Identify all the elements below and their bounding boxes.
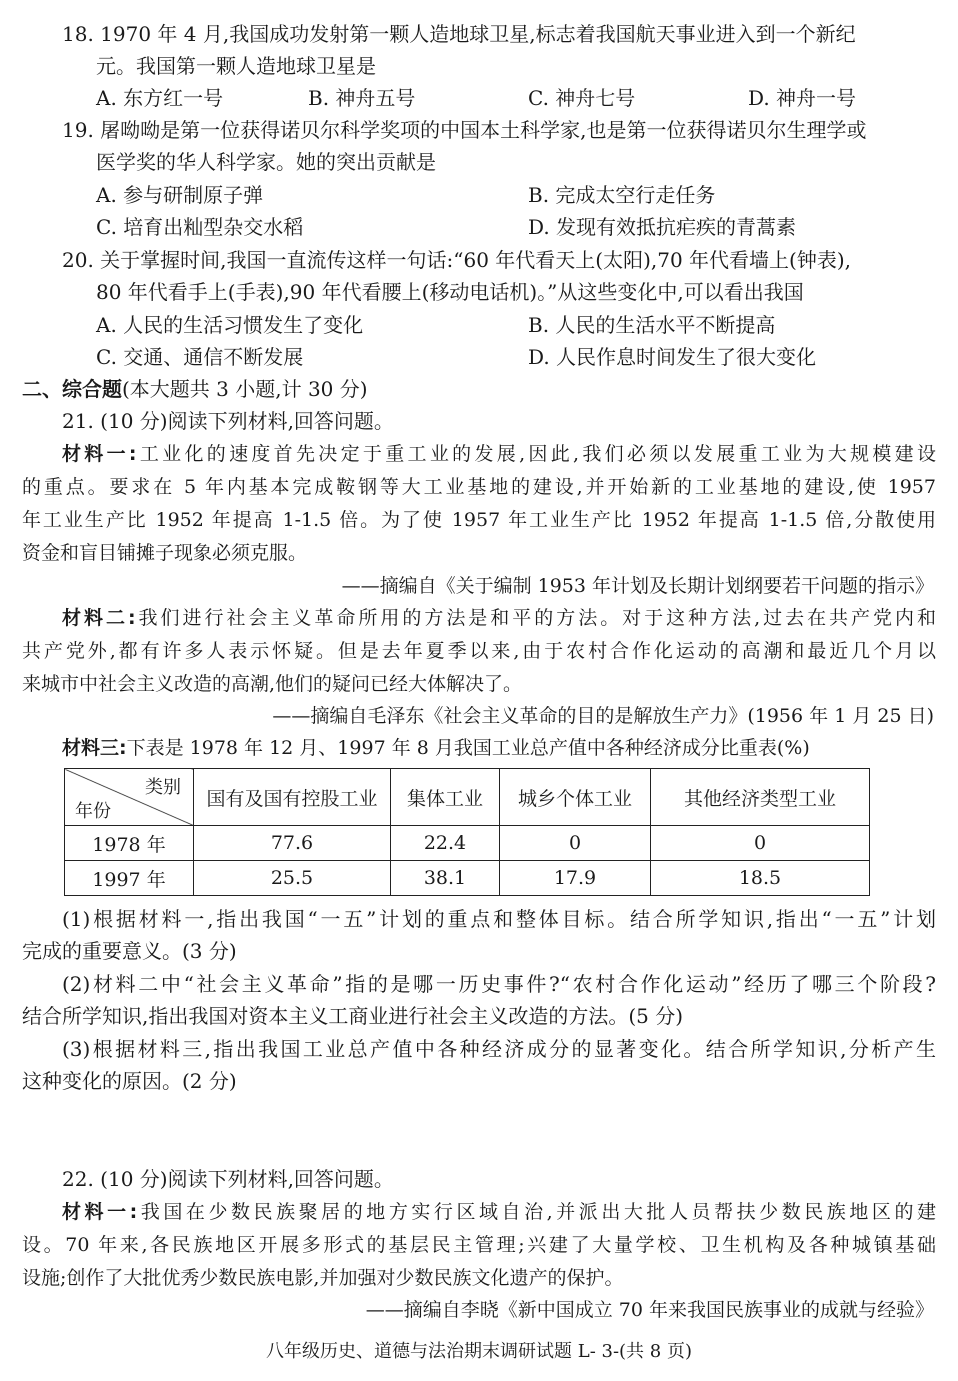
- q18-stem-line2: 元。我国第一颗人造地球卫星是: [96, 54, 376, 78]
- q22-material1-line3: 设施;创作了大批优秀少数民族电影,并加强对少数民族文化遗产的保护。: [22, 1267, 624, 1289]
- table-cell: 25.5: [194, 861, 391, 896]
- page-footer: 八年级历史、道德与法治期末调研试题 L- 3-(共 8 页): [266, 1341, 692, 1362]
- q20-option-c: C. 交通、通信不断发展: [96, 345, 304, 369]
- q21-material1-line1: 材料一:工业化的速度首先决定于重工业的发展,因此,我们必须以发展重工业为大规模建设: [62, 443, 936, 465]
- q18-option-c: C. 神舟七号: [528, 86, 636, 110]
- q20-stem-line1: 20. 关于掌握时间,我国一直流传这样一句话:“60 年代看天上(太阳),70 年代看墙上(钟表),: [62, 248, 852, 272]
- q21-sub1-line2: 完成的重要意义。(3 分): [22, 939, 237, 963]
- row-year: 1978 年: [65, 826, 194, 861]
- q19-option-b: B. 完成太空行走任务: [528, 183, 716, 207]
- q21-material2-line2: 共产党外,都有许多人表示怀疑。但是去年夏季以来,由于农村合作化运动的高潮和最近几个月以: [22, 640, 936, 662]
- q18-option-a: A. 东方红一号: [96, 86, 224, 110]
- column-header: 城乡个体工业: [500, 769, 651, 826]
- q21-sub3-line1: (3)根据材料三,指出我国工业总产值中各种经济成分的显著变化。结合所学知识,分析产生: [62, 1037, 936, 1061]
- q21-sub1-line1: (1)根据材料一,指出我国“一五”计划的重点和整体目标。结合所学知识,指出“一五”计划: [62, 907, 936, 931]
- column-header: 国有及国有控股工业: [194, 769, 391, 826]
- q21-material2-line1: 材料二:我们进行社会主义革命所用的方法是和平的方法。对于这种方法,过去在共产党内和: [62, 607, 936, 629]
- section-heading: [22, 373, 368, 405]
- table-cell: 22.4: [391, 826, 500, 861]
- economic-composition-table: [64, 768, 870, 896]
- q20-option-d: D. 人民作息时间发生了很大变化: [528, 345, 817, 369]
- q20-option-b: B. 人民的生活水平不断提高: [528, 313, 776, 337]
- q21-material1-line4: 资金和盲目铺摊子现象必须克服。: [22, 542, 308, 564]
- q19-option-d: D. 发现有效抵抗疟疾的青蒿素: [528, 215, 797, 239]
- q22-material1-line1: 材料一:我国在少数民族聚居的地方实行区域自治,并派出大批人员帮扶少数民族地区的建: [62, 1201, 936, 1223]
- row-year: 1997 年: [65, 861, 194, 896]
- table-corner-cell: 类别 年份: [65, 769, 194, 826]
- column-header: 其他经济类型工业: [651, 769, 870, 826]
- table-cell: 77.6: [194, 826, 391, 861]
- q19-stem-line2: 医学奖的华人科学家。她的突出贡献是: [96, 150, 436, 174]
- material1-label: 材料一:: [62, 443, 137, 465]
- q22-heading: 22. (10 分)阅读下列材料,回答问题。: [62, 1167, 394, 1191]
- q18-option-b: B. 神舟五号: [308, 86, 416, 110]
- q21-material2-source: ——摘编自毛泽东《社会主义革命的目的是解放生产力》(1956 年 1 月 25 日): [272, 705, 934, 727]
- q18-option-d: D. 神舟一号: [748, 86, 857, 110]
- q19-option-a: A. 参与研制原子弹: [96, 183, 264, 207]
- material1-label: 材料一:: [62, 1201, 138, 1223]
- q22-material1-source: ——摘编自李晓《新中国成立 70 年来我国民族事业的成就与经验》: [365, 1299, 934, 1321]
- q21-sub2-line2: 结合所学知识,指出我国对资本主义工商业进行社会主义改造的方法。(5 分): [22, 1004, 684, 1028]
- column-header: 集体工业: [391, 769, 500, 826]
- table-cell: 17.9: [500, 861, 651, 896]
- table-cell: 18.5: [651, 861, 870, 896]
- q22-material1-line2: 设。70 年来,各民族地区开展多形式的基层民主管理;兴建了大量学校、卫生机构及各种城镇基础: [22, 1234, 936, 1256]
- q21-material1-line3: 年工业生产比 1952 年提高 1-1.5 倍。为了使 1957 年工业生产比 1952 年提高 1-1.5 倍,分散使用: [22, 509, 936, 531]
- q20-stem-line2: 80 年代看手上(手表),90 年代看腰上(移动电话机)。”从这些变化中,可以看出我国: [96, 280, 804, 304]
- q21-material2-line3: 来城市中社会主义改造的高潮,他们的疑问已经大体解决了。: [22, 673, 523, 695]
- q19-option-c: C. 培育出籼型杂交水稻: [96, 215, 304, 239]
- table-cell: 38.1: [391, 861, 500, 896]
- table-row: [65, 826, 870, 861]
- section-title: 二、综合题: [22, 377, 122, 401]
- q21-material1-source: ——摘编自《关于编制 1953 年计划及长期计划纲要若干问题的指示》: [341, 575, 934, 597]
- table-cell: 0: [500, 826, 651, 861]
- q21-sub2-line1: (2)材料二中“社会主义革命”指的是哪一历史事件?“农村合作化运动”经历了哪三个阶段?: [62, 972, 936, 996]
- material2-label: 材料二:: [62, 607, 136, 629]
- q18-stem-line1: 18. 1970 年 4 月,我国成功发射第一颗人造地球卫星,标志着我国航天事业进入到一个新纪: [62, 22, 856, 46]
- q20-option-a: A. 人民的生活习惯发生了变化: [96, 313, 364, 337]
- q21-material3-line: 材料三:下表是 1978 年 12 月、1997 年 8 月我国工业总产值中各种经济成分比重表(%): [62, 737, 810, 759]
- q21-sub3-line2: 这种变化的原因。(2 分): [22, 1069, 237, 1093]
- q21-material1-line2: 的重点。要求在 5 年内基本完成鞍钢等大工业基地的建设,并开始新的工业基地的建设,使 1957: [22, 476, 936, 498]
- material3-label: 材料三:: [62, 737, 127, 759]
- table-cell: 0: [651, 826, 870, 861]
- q19-stem-line1: 19. 屠呦呦是第一位获得诺贝尔科学奖项的中国本土科学家,也是第一位获得诺贝尔生理学或: [62, 118, 867, 142]
- q21-heading: 21. (10 分)阅读下列材料,回答问题。: [62, 409, 394, 433]
- section-subtitle: (本大题共 3 小题,计 30 分): [122, 377, 368, 401]
- table-row: [65, 861, 870, 896]
- table-header-row: [65, 769, 870, 826]
